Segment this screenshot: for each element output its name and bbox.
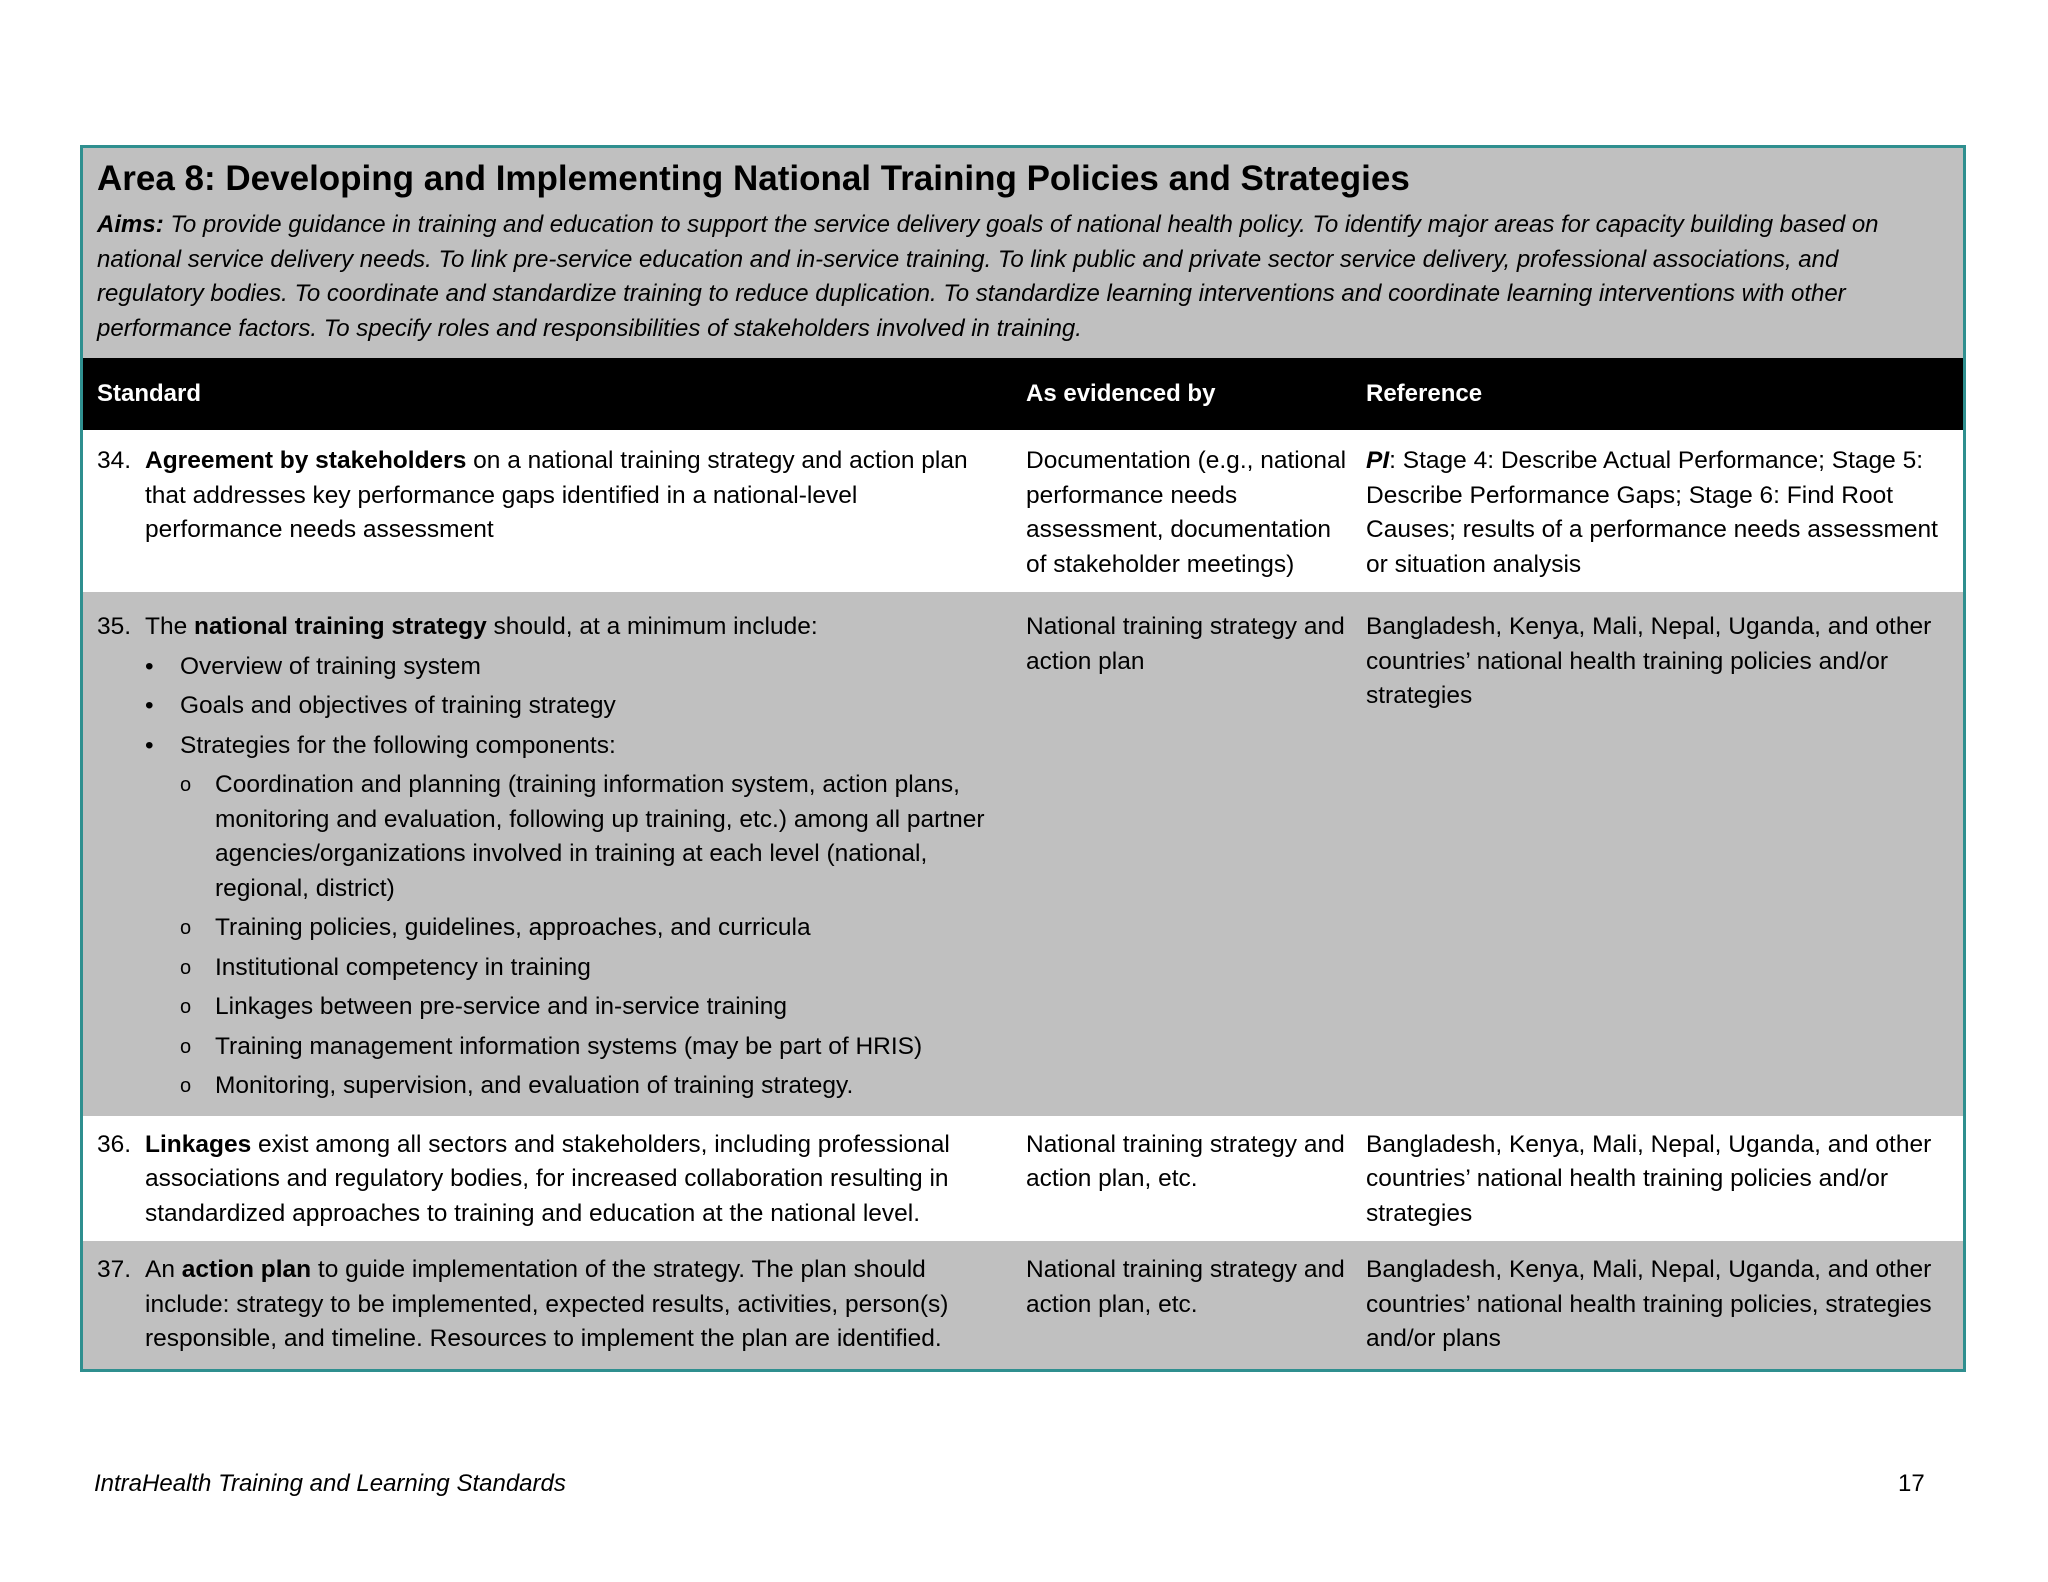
evidence-cell: National training strategy and action plan — [1026, 613, 1345, 675]
standard-pre: The — [145, 613, 195, 640]
standards-table — [80, 145, 1966, 1372]
standard-bold: action plan — [181, 1256, 312, 1283]
list-item: o Institutional competency in training — [180, 953, 591, 981]
reference-cell: Bangladesh, Kenya, Mali, Nepal, Uganda, and other countries’ national health training policies and/or strategies — [1366, 613, 1932, 709]
page-number: 17 — [1898, 1470, 1925, 1497]
standard-number: 36. — [97, 1130, 132, 1158]
list-item: o Linkages between pre-service and in-service training — [180, 993, 787, 1020]
list-item: • Overview of training system — [145, 652, 481, 680]
evidence-cell: Documentation (e.g., national performance needs assessment, documentation of stakeholder meetings) — [1026, 447, 1347, 578]
reference-cell — [1366, 444, 1963, 582]
list-item: o Training management information systems (may be part of HRIS) — [180, 1032, 923, 1060]
standard-bold: national training strategy — [194, 613, 487, 640]
standard-number: 35. — [97, 613, 132, 640]
aims-label: Aims: — [97, 211, 164, 238]
area-header — [83, 148, 1963, 358]
header-standard: Standard — [97, 380, 202, 407]
aims-text: To provide guidance in training and education to support the service delivery goals of national health policy. To identify major areas for capacity building based on national service delivery needs. To link pre-service education and in-service training. To link public and private sector service delivery, professional associations, and regulatory bodies. To coordinate and standardize training to reduce duplication. To standardize learning interventions and coordinate learning interventions with other performance factors. To specify roles and responsibilities of stakeholders involved in training. — [97, 211, 1879, 342]
list-item: o Coordination and planning (training information system, action plans, monitoring and evaluation, following up training, etc.) among all partner agencies/organizations involved in training at each level (national, regional, district) — [180, 771, 985, 902]
standard-text: to guide implementation of the strategy. The plan should include: strategy to be implemented, expected results, activities, person(s) responsible, and timeline. Resources to implement the plan are identified. — [145, 1256, 949, 1352]
table-row — [83, 592, 1963, 1116]
list-item: • Strategies for the following components: — [145, 731, 616, 759]
table-row — [83, 1116, 1963, 1242]
standard-cell — [83, 1253, 1026, 1357]
list-item: o Monitoring, supervision, and evaluation of training strategy. — [180, 1072, 854, 1099]
evidence-cell: National training strategy and action plan, etc. — [1026, 1130, 1345, 1192]
standard-number: 37. — [97, 1256, 132, 1283]
standard-cell — [83, 1128, 1026, 1232]
evidence-cell: National training strategy and action plan, etc. — [1026, 1256, 1345, 1318]
reference-cell: Bangladesh, Kenya, Mali, Nepal, Uganda, and other countries’ national health training policies and/or strategies — [1366, 1130, 1932, 1227]
standard-text: exist among all sectors and stakeholders, including professional associations and regulatory bodies, for increased collaboration resulting in standardized approaches to training and education at the national level. — [145, 1130, 950, 1227]
reference-em: PI — [1366, 447, 1390, 474]
reference-text: : Stage 4: Describe Actual Performance; Stage 5: Describe Performance Gaps; Stage 6: Find Root Causes; results of a performance needs assessment or situation analysis — [1366, 447, 1938, 578]
header-reference: Reference — [1366, 380, 1483, 407]
area-aims — [97, 208, 1949, 346]
list-item: • Goals and objectives of training strategy — [145, 692, 616, 719]
area-title: Area 8: Developing and Implementing National Training Policies and Strategies — [97, 159, 1410, 198]
table-row — [83, 1241, 1963, 1369]
sub-bullet-list — [180, 768, 996, 1104]
standard-cell — [83, 444, 1026, 582]
footer-title: IntraHealth Training and Learning Standards — [94, 1470, 566, 1497]
table-row — [83, 430, 1963, 592]
standard-bold: Linkages — [145, 1130, 252, 1158]
list-item: o Training policies, guidelines, approaches, and curricula — [180, 914, 811, 941]
standard-number: 34. — [97, 447, 132, 474]
table-header — [83, 358, 1963, 430]
reference-cell: Bangladesh, Kenya, Mali, Nepal, Uganda, and other countries’ national health training policies, strategies and/or plans — [1366, 1256, 1932, 1352]
standard-bold: Agreement by stakeholders — [145, 447, 467, 474]
standard-text: on a national training strategy and action plan that addresses key performance gaps identified in a national-level performance needs assessment — [145, 447, 968, 543]
bullet-list — [145, 650, 996, 764]
standard-cell — [83, 610, 1026, 1104]
standard-pre: An — [145, 1256, 182, 1283]
header-evidence: As evidenced by — [1026, 380, 1216, 407]
standard-text: should, at a minimum include: — [486, 613, 818, 640]
